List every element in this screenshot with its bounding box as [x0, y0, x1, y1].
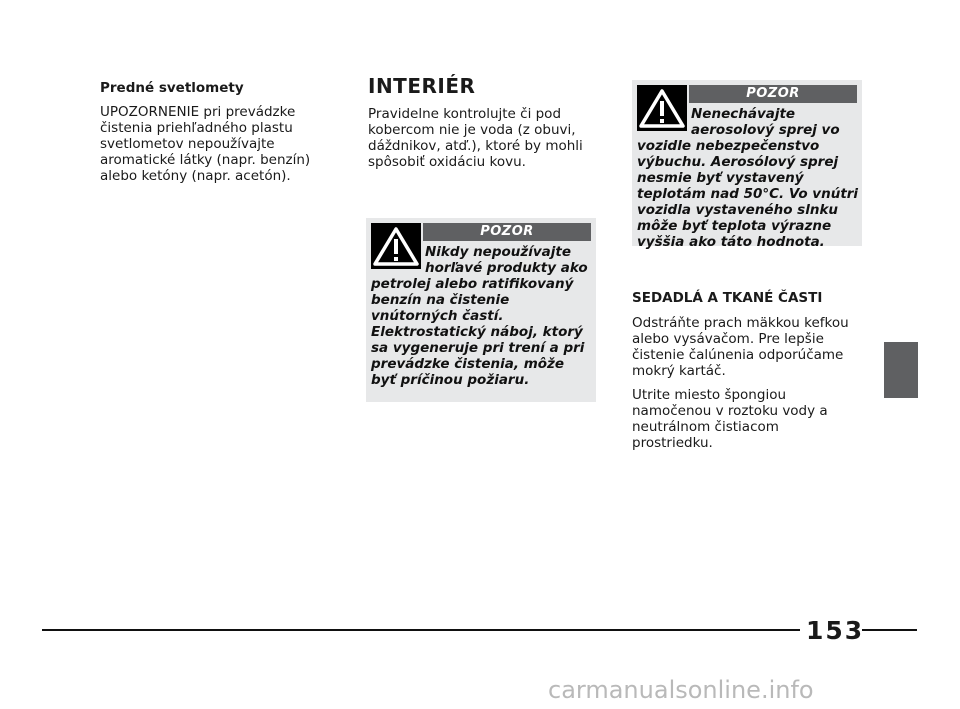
warning-body: petrolej alebo ratifikovaný benzín na čistenie vnútorných častí. Elektrostatický náboj, ktorý sa vygeneruje pri trení a pri prevádzke čistenia, môže byť príčinou požiaru. [371, 276, 585, 388]
warning-intro: Nenechávajte aerosolový sprej vo [691, 106, 840, 138]
warning-text [371, 244, 593, 388]
paragraph: Utrite miesto špongiou namočenou v roztoku vody a neutrálnom čistiacom prostriedku. [632, 387, 828, 451]
footer-rule-left [42, 629, 800, 631]
warning-intro: Nikdy nepoužívajte horľavé produkty ako [425, 244, 588, 276]
paragraph: UPOZORNENIE pri prevádzke čistenia priehľadného plastu svetlometov nepoužívajte aromatické látky (napr. benzín) alebo ketóny (napr. acetón). [100, 104, 311, 184]
section-subheading: Predné svetlomety [100, 80, 244, 96]
column-left [100, 80, 332, 192]
paragraph: Pravidelne kontrolujte či pod kobercom nie je voda (z obuvi, dáždnikov, atď.), ktoré by mohli spôsobiť oxidáciu kovu. [368, 106, 583, 170]
warning-label: POZOR [423, 223, 591, 241]
warning-text [637, 106, 861, 250]
warning-box [366, 218, 596, 402]
column-middle [368, 74, 588, 178]
column-right [632, 290, 860, 459]
footer-rule-right [862, 629, 917, 631]
paragraph: Odstráňte prach mäkkou kefkou alebo vysávačom. Pre lepšie čistenie čalúnenia odporúčame mokrý kartáč. [632, 315, 849, 379]
watermark: carmanualsonline.info [548, 676, 814, 704]
section-subheading: SEDADLÁ A TKANÉ ČASTI [632, 290, 823, 306]
section-heading: INTERIÉR [368, 74, 476, 98]
page-number: 153 [806, 616, 865, 645]
chapter-tab-marker [884, 342, 918, 398]
warning-label: POZOR [689, 85, 857, 103]
warning-box [632, 80, 862, 250]
warning-body: vozidle nebezpečenstvo výbuchu. Aerosólový sprej nesmie byť vystavený teplotám nad 50°C. Vo vnútri vozidla vystaveného slnku môže byť teplota výrazne vyššia ako táto hodnota. [637, 138, 859, 250]
